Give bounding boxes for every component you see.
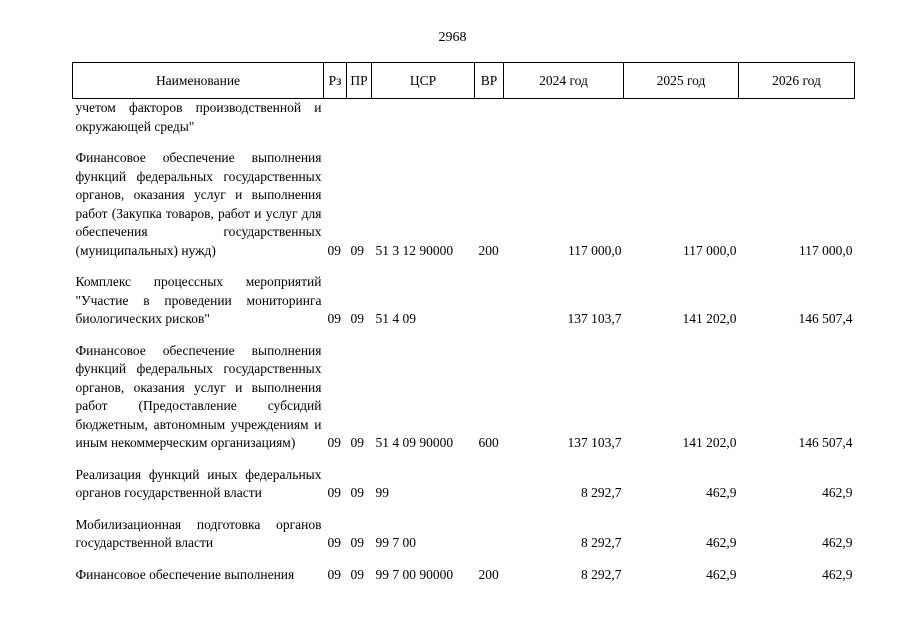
row-2026: 117 000,0 — [799, 242, 853, 258]
row-csr: 51 3 12 90000 — [375, 242, 454, 258]
row-spacer — [73, 553, 855, 566]
page-number: 2968 — [438, 30, 467, 45]
row-csr: 99 — [375, 485, 389, 500]
row-rz: 09 — [327, 242, 341, 258]
row-vr — [475, 466, 504, 503]
row-2026 — [739, 99, 855, 137]
table-header-row — [73, 63, 855, 99]
row-vr — [475, 516, 504, 553]
header-2026: 2026 год — [739, 63, 855, 99]
row-2025 — [624, 99, 739, 137]
row-2026: 146 507,4 — [798, 311, 853, 326]
row-2024: 117 000,0 — [568, 242, 622, 258]
header-vr: ВР — [475, 63, 504, 99]
row-pr: 09 — [350, 311, 364, 326]
row-vr: 600 — [478, 435, 499, 450]
row-pr: 09 — [350, 485, 364, 500]
header-pr: ПР — [347, 63, 372, 99]
budget-table — [72, 62, 855, 584]
row-spacer — [73, 503, 855, 516]
row-rz — [324, 99, 347, 137]
row-2024: 8 292,7 — [581, 535, 622, 550]
row-2025: 462,9 — [706, 485, 737, 500]
row-2025: 462,9 — [706, 566, 737, 582]
row-name: Реализация функций иных федеральных органов государственной власти — [75, 466, 322, 500]
row-rz: 09 — [327, 535, 341, 550]
row-csr: 99 7 00 — [375, 535, 416, 550]
row-pr: 09 — [350, 535, 364, 550]
row-2026: 462,9 — [822, 485, 853, 500]
row-name: Мобилизационная подготовка органов государственной власти — [75, 516, 322, 550]
row-2024: 137 103,7 — [567, 435, 622, 450]
row-vr — [475, 273, 504, 329]
row-name: Финансовое обеспечение выполнения функций федеральных государственных органов, оказания услуг и выполнения работ (Предоставление субсидий бюджетным, автономным учреждениям и иным некоммерческим организациям) — [75, 342, 322, 450]
table-row — [73, 149, 855, 260]
table-row — [73, 273, 855, 329]
row-2025: 141 202,0 — [682, 435, 737, 450]
row-pr: 09 — [350, 242, 364, 258]
row-name: Финансовое обеспечение выполнения — [75, 566, 295, 582]
row-pr: 09 — [350, 435, 364, 450]
row-spacer — [73, 136, 855, 149]
row-2024: 137 103,7 — [567, 311, 622, 326]
header-2025: 2025 год — [624, 63, 739, 99]
row-csr: 51 4 09 — [375, 311, 416, 326]
row-spacer — [73, 329, 855, 342]
row-csr: 99 7 00 90000 — [375, 566, 454, 582]
row-csr — [372, 99, 475, 137]
row-2025: 462,9 — [706, 535, 737, 550]
row-csr: 51 4 09 90000 — [375, 435, 454, 450]
header-name: Наименование — [73, 63, 324, 99]
row-2026: 462,9 — [822, 535, 853, 550]
row-vr — [475, 99, 504, 137]
table-row — [73, 516, 855, 553]
row-2024 — [504, 99, 624, 137]
row-name: учетом факторов производственной и окружающей среды" — [75, 100, 322, 134]
row-2024: 8 292,7 — [581, 485, 622, 500]
header-2024: 2024 год — [504, 63, 624, 99]
header-rz: Рз — [324, 63, 347, 99]
row-pr — [347, 99, 372, 137]
table-row — [73, 342, 855, 453]
header-csr: ЦСР — [372, 63, 475, 99]
row-spacer — [73, 453, 855, 466]
row-pr: 09 — [350, 566, 364, 582]
row-2024: 8 292,7 — [581, 566, 622, 582]
table-row — [73, 566, 855, 585]
row-vr: 200 — [478, 566, 499, 582]
row-rz: 09 — [327, 566, 341, 582]
row-rz: 09 — [327, 435, 341, 450]
table-row — [73, 99, 855, 137]
row-vr: 200 — [478, 242, 499, 258]
row-2026: 462,9 — [822, 566, 853, 582]
row-spacer — [73, 260, 855, 273]
row-2025: 141 202,0 — [682, 311, 737, 326]
row-2026: 146 507,4 — [798, 435, 853, 450]
row-2025: 117 000,0 — [683, 242, 737, 258]
row-name: Финансовое обеспечение выполнения функций федеральных государственных органов, оказания услуг и выполнения работ (Закупка товаров, работ и услуг для обеспечения государственных (муниципальных) нужд) — [75, 150, 322, 258]
row-rz: 09 — [327, 311, 341, 326]
table-row — [73, 466, 855, 503]
row-name: Комплекс процессных мероприятий "Участие в проведении мониторинга биологических рисков" — [75, 274, 322, 326]
row-rz: 09 — [327, 485, 341, 500]
